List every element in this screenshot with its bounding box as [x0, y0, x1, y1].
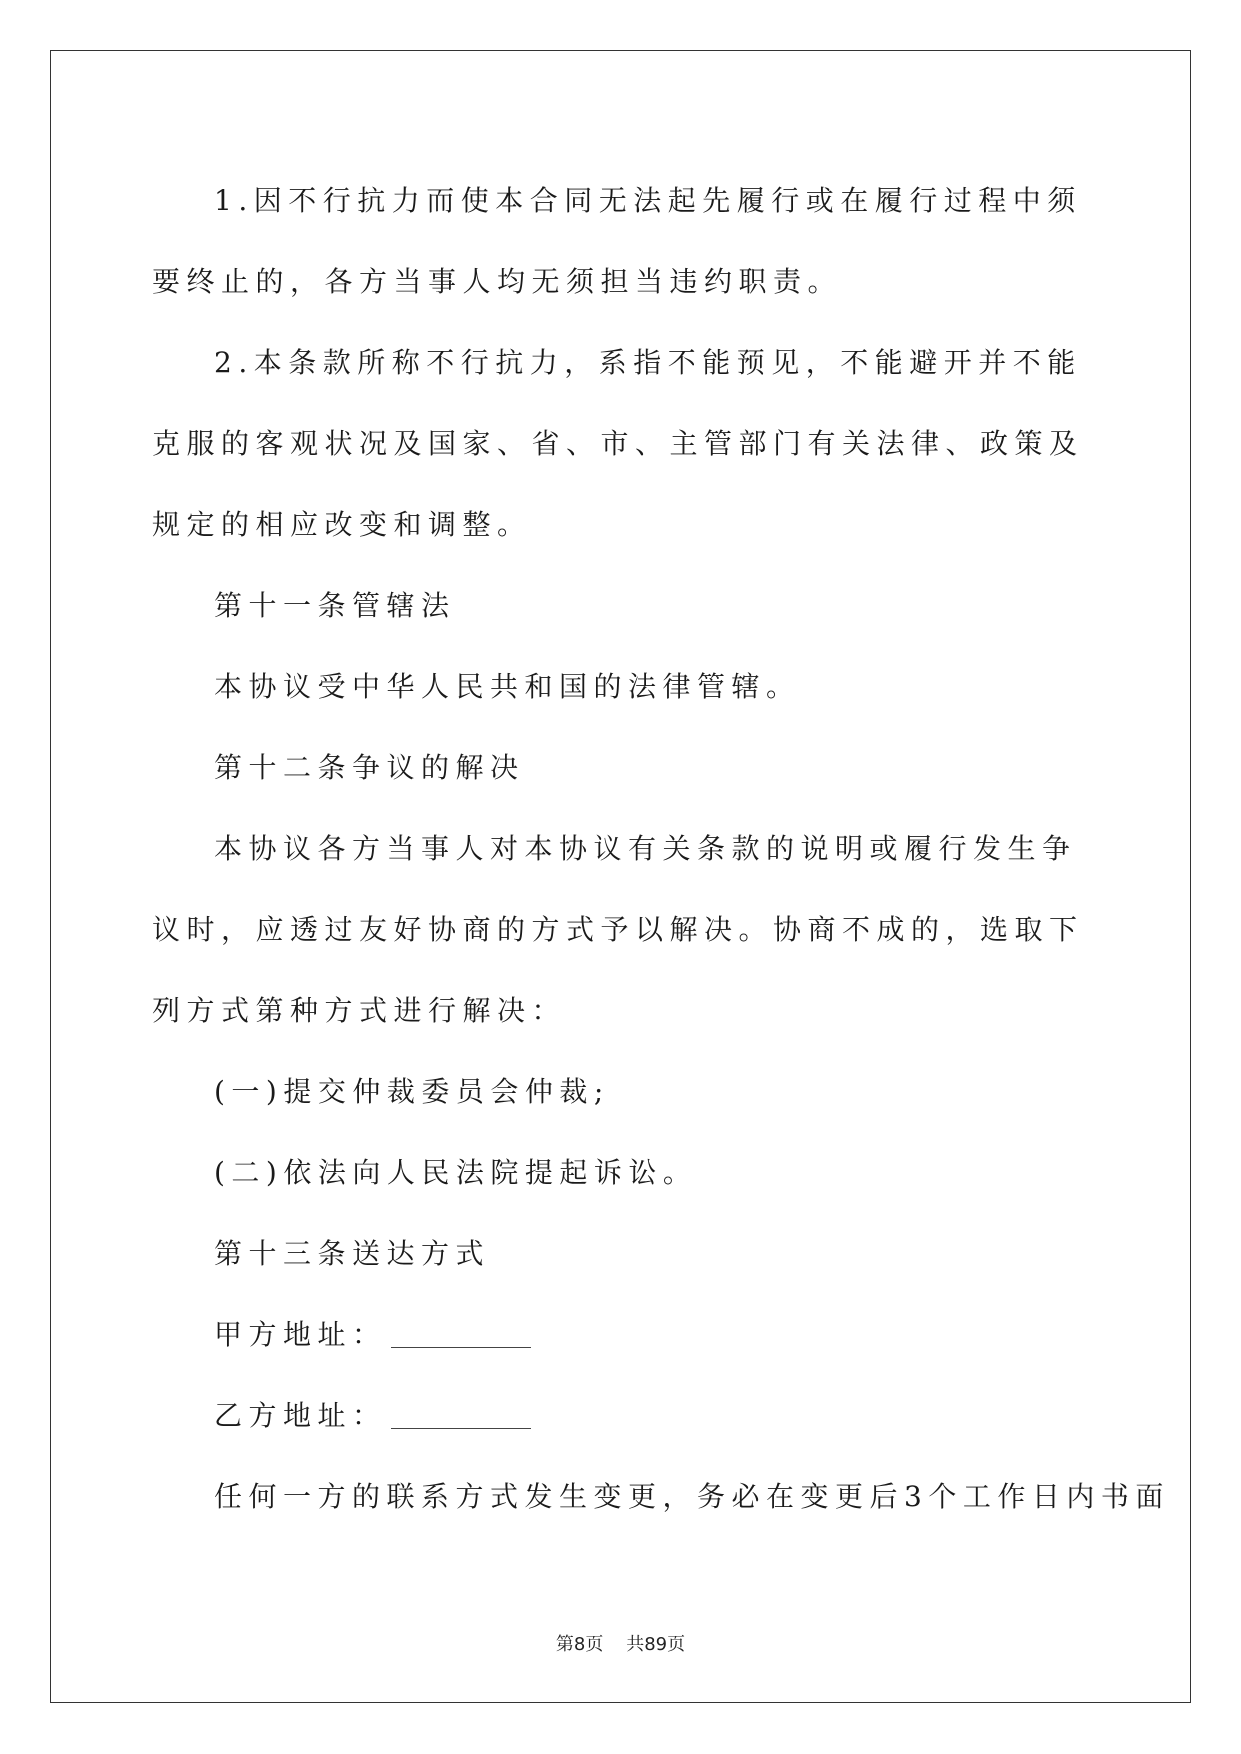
- address-a-blank: [391, 1319, 531, 1348]
- address-a-label: 甲方地址：: [214, 1318, 387, 1351]
- heading-article-12: 第十二条争议的解决: [214, 751, 525, 784]
- address-a-line: [152, 1294, 1092, 1375]
- page-current: 第8页: [555, 1634, 604, 1655]
- paragraph-force-majeure-2: 2.本条款所称不行抗力，系指不能预见，不能避开并不能克服的客观状况及国家、省、市、主管部门有关法律、政策及规定的相应改变和调整。: [152, 346, 1084, 541]
- paragraph-dispute-resolution: 本协议各方当事人对本协议有关条款的说明或履行发生争议时，应透过友好协商的方式予以解决。协商不成的，选取下列方式第种方式进行解决：: [152, 832, 1084, 1027]
- option-litigation: (二)依法向人民法院提起诉讼。: [214, 1156, 698, 1189]
- paragraph-force-majeure-1: 1.因不行抗力而使本合同无法起先履行或在履行过程中须要终止的，各方当事人均无须担当违约职责。: [152, 184, 1082, 298]
- page-footer: [0, 1630, 1241, 1656]
- address-b-label: 乙方地址：: [214, 1399, 387, 1432]
- heading-article-11: 第十一条管辖法: [214, 589, 456, 622]
- address-b-line: [152, 1375, 1092, 1456]
- paragraph-governing-law: 本协议受中华人民共和国的法律管辖。: [214, 670, 801, 703]
- address-b-blank: [391, 1400, 531, 1429]
- heading-article-13: 第十三条送达方式: [214, 1237, 491, 1270]
- document-body: [152, 160, 1170, 1537]
- option-arbitration: (一)提交仲裁委员会仲裁;: [214, 1075, 610, 1108]
- page-total: 共89页: [626, 1634, 686, 1655]
- paragraph-contact-change: 任何一方的联系方式发生变更，务必在变更后3个工作日内书面: [214, 1480, 1170, 1513]
